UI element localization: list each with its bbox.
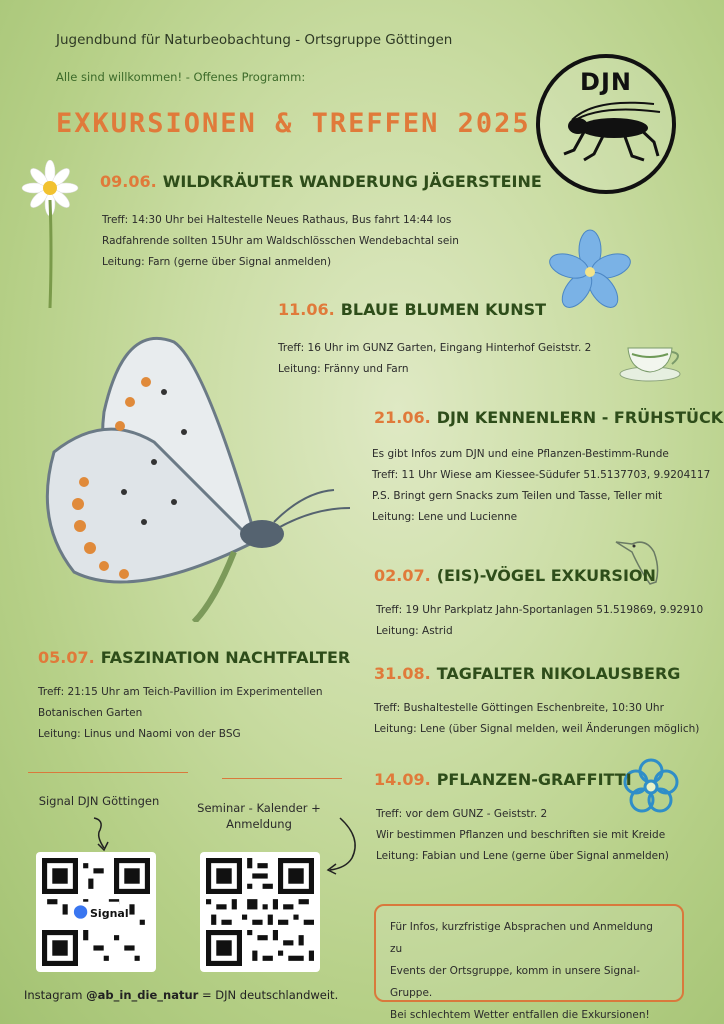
event-details: [376, 804, 669, 867]
event-details: [278, 338, 591, 380]
seminar-label-line: Anmeldung: [226, 817, 292, 831]
event-details: [102, 210, 459, 273]
event-date: 11.06.: [278, 300, 335, 319]
info-box: [374, 904, 684, 1021]
event-title: [278, 300, 546, 319]
event-line: Leitung: Astrid: [376, 625, 453, 637]
event-date: 02.07.: [374, 566, 431, 585]
event-name: BLAUE BLUMEN KUNST: [340, 300, 547, 319]
arrow-down-icon: [84, 814, 124, 854]
event-date: 05.07.: [38, 648, 95, 667]
instagram-handle[interactable]: @ab_in_die_natur: [86, 988, 199, 1002]
seminar-label-line: Seminar - Kalender +: [197, 801, 321, 815]
event-line: Radfahrende sollten 15Uhr am Waldschlösschen Wendebachtal sein: [102, 235, 459, 247]
logo-text: DJN: [580, 68, 632, 96]
arrow-curve-icon: [322, 814, 366, 876]
daisy-icon: [14, 160, 86, 310]
page-title: EXKURSIONEN & TREFFEN 2025: [56, 108, 531, 139]
event-name: FASZINATION NACHTFALTER: [100, 648, 351, 667]
instagram-footer: [24, 988, 338, 1002]
event-line: Leitung: Fränny und Farn: [278, 363, 409, 375]
event-line: Leitung: Lene (über Signal melden, weil Änderungen möglich): [374, 723, 700, 735]
event-name: WILDKRÄUTER WANDERUNG JÄGERSTEINE: [162, 172, 542, 191]
event-line: Leitung: Lene und Lucienne: [372, 511, 518, 523]
event-line: Es gibt Infos zum DJN und eine Pflanzen-Bestimm-Runde: [372, 448, 669, 460]
event-title: [374, 664, 680, 683]
event-line: Leitung: Linus und Naomi von der BSG: [38, 728, 241, 740]
signal-qr-center-label: Signal: [90, 907, 129, 920]
subtitle: Alle sind willkommen! - Offenes Programm:: [56, 70, 306, 84]
info-line: Für Infos, kurzfristige Absprachen und Anmeldung zu: [390, 921, 653, 955]
divider: [28, 772, 188, 773]
event-title: [374, 408, 723, 427]
event-line: Botanischen Garten: [38, 707, 143, 719]
event-line: Leitung: Farn (gerne über Signal anmelden): [102, 256, 332, 268]
event-name: PFLANZEN-GRAFFITTI: [436, 770, 632, 789]
event-date: 31.08.: [374, 664, 431, 683]
cricket-icon: [554, 98, 666, 168]
event-name: (EIS)-VÖGEL EXKURSION: [436, 566, 656, 585]
footer-prefix: Instagram: [24, 988, 87, 1002]
seminar-qr-label: [194, 800, 324, 832]
seminar-qr-code[interactable]: [200, 852, 320, 972]
divider: [222, 778, 342, 779]
event-line: Treff: vor dem GUNZ - Geiststr. 2: [376, 808, 548, 820]
footer-suffix: = DJN deutschlandweit.: [198, 988, 339, 1002]
event-details: [376, 600, 703, 642]
event-name: DJN KENNENLERN - FRÜHSTÜCK: [436, 408, 724, 427]
event-title: [374, 770, 632, 789]
event-line: Wir bestimmen Pflanzen und beschriften sie mit Kreide: [376, 829, 666, 841]
info-line: Bei schlechtem Wetter entfallen die Exkursionen!: [390, 1009, 650, 1021]
event-line: Treff: 21:15 Uhr am Teich-Pavillion im Experimentellen: [38, 686, 323, 698]
event-name: TAGFALTER NIKOLAUSBERG: [436, 664, 681, 683]
teacup-icon: [616, 336, 686, 384]
info-line: Events der Ortsgruppe, komm in unsere Signal-Gruppe.: [390, 965, 640, 999]
event-date: 09.06.: [100, 172, 157, 191]
event-line: Treff: 14:30 Uhr bei Haltestelle Neues Rathaus, Bus fahrt 14:44 los: [102, 214, 452, 226]
event-line: Leitung: Fabian und Lene (gerne über Signal anmelden): [376, 850, 669, 862]
djn-logo: [536, 54, 676, 194]
event-line: Treff: 16 Uhr im GUNZ Garten, Eingang Hinterhof Geiststr. 2: [278, 342, 592, 354]
event-date: 14.09.: [374, 770, 431, 789]
event-date: 21.06.: [374, 408, 431, 427]
event-line: P.S. Bringt gern Snacks zum Teilen und Tasse, Teller mit: [372, 490, 663, 502]
event-title: [38, 648, 350, 667]
event-line: Treff: Bushaltestelle Göttingen Eschenbreite, 10:30 Uhr: [374, 702, 664, 714]
signal-qr-label: Signal DJN Göttingen: [38, 794, 160, 808]
event-details: [38, 682, 323, 745]
event-title: [374, 566, 656, 585]
signal-qr-code[interactable]: [36, 852, 156, 972]
event-title: [100, 172, 542, 191]
qr-pattern-icon: [206, 858, 314, 966]
blue-flower-icon: [546, 228, 632, 318]
org-name: Jugendbund für Naturbeobachtung - Ortsgruppe Göttingen: [56, 32, 453, 48]
event-details: [372, 444, 710, 528]
event-line: Treff: 19 Uhr Parkplatz Jahn-Sportanlagen 51.519869, 9.92910: [376, 604, 704, 616]
event-details: [374, 698, 699, 740]
event-line: Treff: 11 Uhr Wiese am Kiessee-Südufer 51.5137703, 9.9204117: [372, 469, 711, 481]
